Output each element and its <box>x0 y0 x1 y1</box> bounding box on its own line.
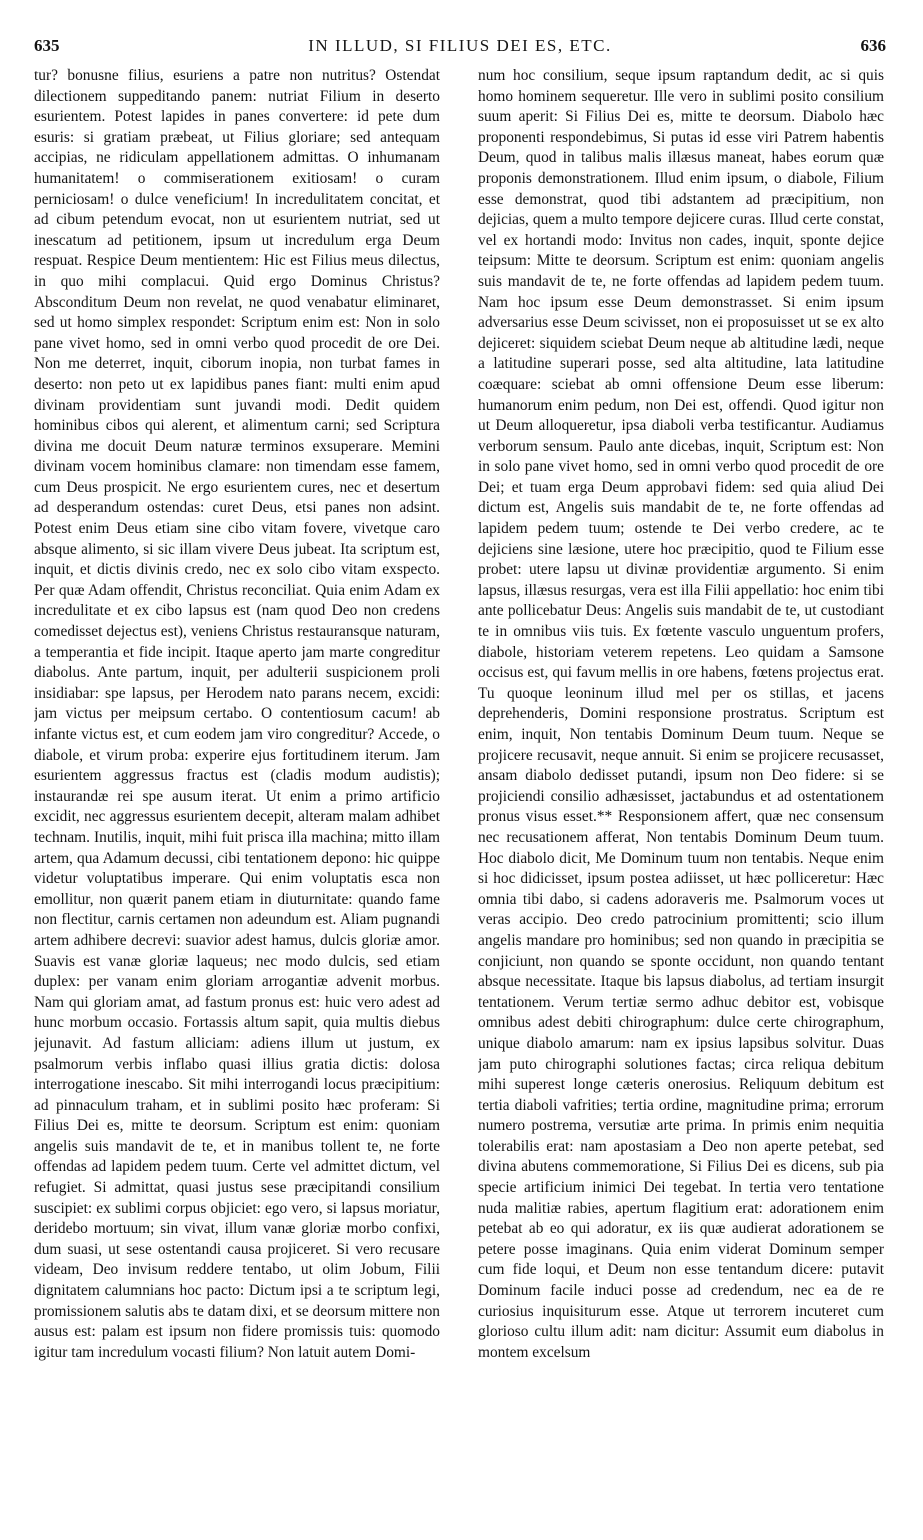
column-right-text: num hoc consilium, seque ipsum raptandum dedit, ac si quis homo hominem sequeretur. Ille vero in sublimi posito consilium suum aperit: Si Filius Dei es, mitte te deorsum. Diabolo hæc proponenti respondebimus, Si putas id esse viri Patrem habentis Deum, quod in talibus malis illæsus maneat, habes eorum quæ proponis demonstrationem. Illud enim ipsum, o diabole, Filium esse demonstrat, quod tibi adstantem ad præcipitium, non dejicias, quem a multo tempore dejicere curas. Illud certe constat, vel ex hortandi modo: Invitus non cades, inquit, sponte dejice teipsum: Mitte te deorsum. Scriptum est enim: quoniam angelis suis mandavit de te, ne forte offendas ad lapidem pedem tuum. Nam hoc ipsum esse Deum demonstrasset. Si enim ipsum adversarius esse Deum scivisset, non ei proposuisset ut se ex alto dejiceret: siquidem sciebat Deum neque ab altitudine lædi, neque a latitudine superari posse, sed alta altitudine, lata latitudine coæquare: sciebat ab omni offensione Deum esse liberum: humanorum enim pedum, non Dei est, offendi. Quod igitur non ut Deum alloqueretur, ipsa diaboli verba testificantur. Audiamus verborum sensum. Paulo ante dicebas, inquit, Scriptum est: Non in solo pane vivet homo, sed in omni verbo quod procedit de ore Dei; et tuam erga Deum approbavi fidem: sed quia aliud Dei dictum est, Angelis suis mandabit de te, ne forte offendas ad lapidem pedem tuum; ostende te Dei verbo credere, ac te dejiciens sine læsione, utere hoc præcipitio, quod te Filium esse probet: utere lapsu ut divinæ providentiæ argumento. Si enim lapsus, illæsus resurgas, vera est illa Filii appellatio: hoc enim tibi ante pollicebatur Deus: Angelis suis mandabit de te, ut custodiant te in omnibus viis tuis. Ex fœtente vasculo unguentum profers, diabole, historiam veterem repetens. Leo quidam a Samsone occisus est, qui favum mellis in ore habens, fœtens projectus erat. Tu quoque leoninum illud mel per os stillas, et jacens deprehenderis, Domini responsione prostratus. Scriptum est enim, inquit, Non tentabis Dominum Deum tuum. Neque se projicere recusavit, neque annuit. Si enim se projicere recusasset, ansam diabolo dedisset putandi, ipsum non Deo fidere: si se projiciendi consilio adhæsisset, jactabundus et ad ostentationem pronus visus esset.** Responsionem affert, quæ nec consensum nec recusationem afferat, Non tentabis Dominum Deum tuum. Hoc diabolo dicit, Me Dominum tuum non tentabis. Neque enim si hoc didicisset, ipsum postea adiisset, ut hæc polliceretur: Hæc omnia tibi dabo, si cadens adoraveris me. Psalmorum voces ut veras accipio. Deo credo patrocinium promittenti; scio illum angelis mandare pro hominibus; sed non quando in præcipitia se conjiciunt, non quando se sponte occidunt, non quando tentant absque necessitate. Itaque bis lapsus diabolus, ad tertiam insurgit tentationem. Verum tertiæ sermo adhuc debitor est, vobisque omnibus adest debiti chirographum: dulce certe chirographum, unique diabolo amarum: nam ex ipsius lapsibus solvitur. Duas jam puto chirographi solutiones factas; circa reliqua debitum mihi superest longe cæteris onerosius. Reliquum debitum est tertia diaboli vafrities; tertia ordine, magnitudine prima; errorum numero postrema, versutiæ arte prima. In primis enim nequitia tolerabilis erat: nam apostasiam a Deo non aperte petebat, sed divina abutens commemoratione, Si Filius Dei es dicens, sub pia specie artificium inimici Dei tegebat. In tertia vero tentatione nuda malitiæ rabies, apertum flagitium erat: adorationem enim petebat ab eo qui adoratur, ex iis quæ audierat adorationem se petere posse imaginans. Quia enim viderat Dominum semper cum fide loqui, et Deum non esse tentandum dicere: putavit Dominum facile induci posse ad credendum, nec ea de re curiosius inquisiturum esse. Atque ut terrorem incuteret cum glorioso cultu illum adit: nam dicitur: Assumit eum diabolus in montem excelsum <box>478 67 884 1361</box>
text-column-right <box>478 66 884 1526</box>
page-header <box>34 36 886 58</box>
page-number-right: 636 <box>860 36 886 55</box>
running-title: IN ILLUD, SI FILIUS DEI ES, ETC. <box>308 36 612 55</box>
column-left-text: tur? bonusne filius, esuriens a patre non nutritus? Ostendat dilectionem suppeditando panem: nutriat Filium in deserto esurientem. Potest lapides in panes convertere: id pete dum esuris: si gratiam præbeat, ut Filius gloriare; sed antequam accipias, ne ridiculam appellationem admittas. O inhumanam humanitatem! o commiserationem exitiosam! o curam perniciosam! o dulce veneficium! In incredulitatem concitat, et ad cibum petendum evocat, non ut esurientem nutriat, sed ut inescatum ad petitionem, ipsum ut incredulum erga Deum respuat. Respice Deum mentientem: Hic est Filius meus dilectus, in quo mihi complacui. Quid ergo Dominus Christus? Absconditum Deum non revelat, ne quod venabatur eliminaret, sed ut homo simplex respondet: Scriptum enim est: Non in solo pane vivet homo, sed in omni verbo quod procedit de ore Dei. Non me deterret, inquit, ciborum inopia, non turbat fames in deserto: non peto ut ex lapidibus panes fiant: multi enim apud divinam providentiam sunt juvandi modi. Dedit quidem hominibus cibos qui alerent, et alimentum carni; sed Scriptura divina me docuit Deum naturæ terminos exsuperare. Memini divinam vocem hominibus clamare: non timendam esse famem, cum Deus prospicit. Ne ergo esurientem cures, nec et desertum ad desperandum ostendas: curet Deus, etsi panes non adsint. Potest enim Deus etiam sine cibo vitam fovere, vivetque caro absque alimento, si sic illam vivere Deus jubeat. Ita scriptum est, inquit, et dictis divinis credo, nec ex solo cibo vitam exspecto. Per quæ Adam offendit, Christus reconciliat. Quia enim Adam ex incredulitate et ex cibo lapsus est (nam quod Deo non credens comedisset dejectus est), veniens Christus restauransque naturam, a temperantia et fide incipit. Itaque aperto jam marte congreditur diabolus. Ante partum, inquit, per adulterii suspicionem proli insidiabar: spe lapsus, per Herodem nato parans necem, excidi: jam victus per meipsum certabo. O contentiosum cacum! ab infante victus est, et cum eodem jam viro congreditur? Accede, o diabole, et virum proba: experire ejus fortitudinem iterum. Jam esurientem aggressus fractus est (cladis modum audistis); instaurandæ rei spe ausum iterat. Ut enim a primo artificio excidit, nec aggressus esurientem decepit, alteram malam adhibet technam. Inutilis, inquit, mihi fuit prisca illa machina; mitto illam artem, qua Adamum decussi, cibi tentationem depono: hic quippe videtur voluptatibus imperare. Qui enim voluptatis esca non emollitur, non quærit panem etiam in diuturnitate: quando fame non flectitur, carnis certamen non adeundum est. Aliam pugnandi artem adhibere decrevi: suavior adest hamus, dulcis gloriæ amor. Suavis est vanæ gloriæ laqueus; nec modo dulcis, sed etiam duplex: per vanam enim gloriam arrogantiæ advenit morbus. Nam qui gloriam amat, ad fastum pronus est: huic vero adest ad hunc morbum occasio. Fortassis altum sapit, quia multis diebus jejunavit. Ad fastum alliciam: adiens illum ut justum, ex psalmorum verbis inflabo quasi illius gratia dictis: dolosa interrogatione inescabo. Sit mihi interrogandi locus præcipitium: ad pinnaculum traham, et in sublimi posito hæc proferam: Si Filius Dei es, mitte te deorsum. Scriptum est enim: quoniam angelis suis mandavit de te, et in manibus tollent te, ne forte offendas ad lapidem pedem tuum. Certe vel admittet dictum, vel refugiet. Si admittat, quasi justus sese præcipitandi consilium suscipiet: ex sublimi corpus objiciet: ego vero, si lapsus moriatur, deridebo mortuum; sin vivat, illum vanæ gloriæ morbo confixi, dum suasi, ut sese ostentandi causa projiceret. Si vero recusare videam, Deo invisum reddere tentabo, ut olim Jobum, Filii dignitatem calumnians hoc pacto: Dictum ipsi a te scriptum legi, promissionem salutis abs te datam dixi, et se deorsum mittere non ausus est: palam est ipsum non fidere promissis tuis: quomodo igitur tam incredulum vocasti filium? Non latuit autem Domi- <box>34 67 440 1361</box>
text-column-left <box>34 66 440 1526</box>
page-number-left: 635 <box>34 36 60 55</box>
